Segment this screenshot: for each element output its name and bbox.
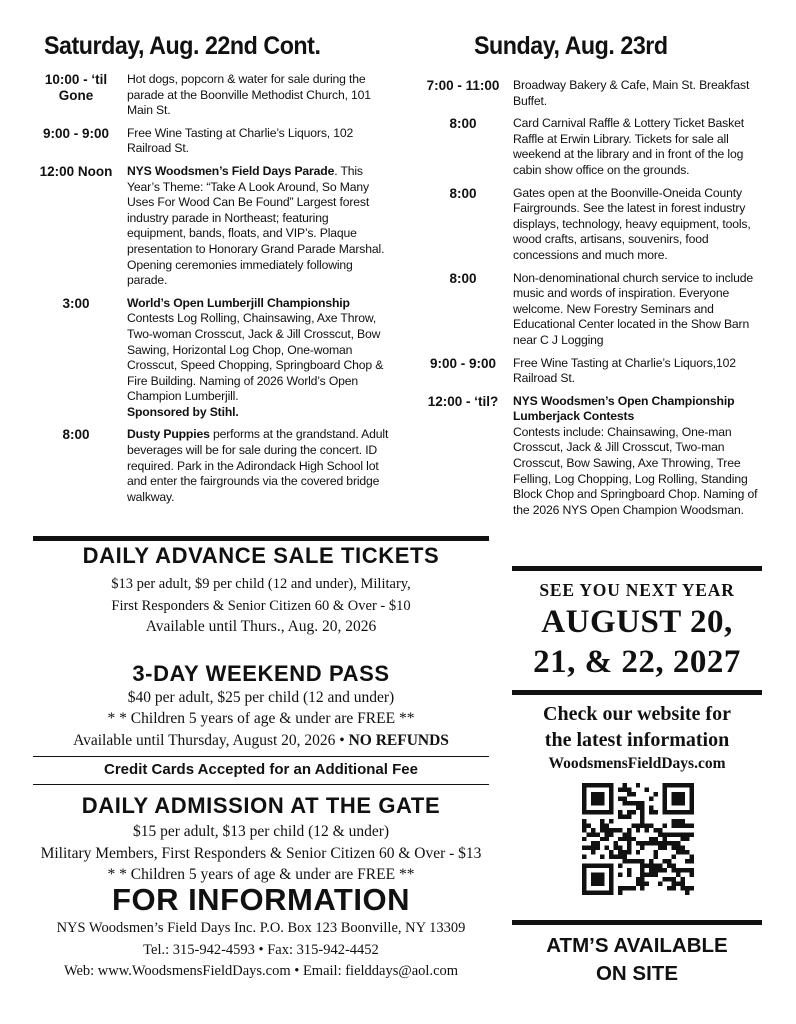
event-time: 12:00 Noon — [39, 163, 113, 179]
saturday-events — [30, 72, 390, 512]
no-refunds: NO REFUNDS — [348, 732, 449, 749]
weekend-line-3 — [33, 731, 489, 751]
weekend-line-1: $40 per adult, $25 per child (12 and under) — [127, 689, 395, 706]
event-row — [418, 116, 774, 178]
event-time: 7:00 - 11:00 — [426, 78, 500, 93]
event-text: performs at the grandstand. Adult beverages will be for sale during the concert. ID required. Park in the Adirondack High School lot and enter the fairgrounds via the covered bridge walkway. — [127, 427, 389, 504]
weekend-available: Available until Thursday, August 20, 2026 — [73, 732, 336, 749]
advance-line-1: $13 per adult, $9 per child (12 and under), Military, — [111, 576, 411, 592]
event-description — [122, 296, 390, 421]
saturday-heading: Saturday, Aug. 22nd Cont. — [44, 32, 321, 60]
info-phone-fax: Tel.: 315-942-4593 • Fax: 315-942-4452 — [143, 942, 379, 958]
event-title: World’s Open Lumberjill Championship — [127, 295, 350, 310]
event-title: Dusty Puppies — [127, 427, 210, 442]
event-text: Non-denominational church service to include music and words of inspiration. Everyone welcome. New Forestry Seminars and Educational Center located in the Show Barn near C J Logging — [513, 270, 753, 347]
advance-line-2: First Responders & Senior Citizen 60 & Over - $10 — [111, 598, 411, 614]
event-time: 8:00 — [449, 185, 477, 201]
event-description — [508, 394, 774, 519]
event-row — [418, 356, 774, 387]
website-line-2: the latest information — [544, 729, 730, 751]
gate-line-1: $15 per adult, $13 per child (12 & under) — [132, 823, 390, 840]
qr-code-icon[interactable] — [582, 783, 694, 895]
event-text: Contests include: Chainsawing, One-man Crosscut, Jack & Jill Crosscut, Two-man Crosscut, Bow Sawing, Axe Throwing, Tree Felling, Log Chopping, Log Rolling, Standing Block Chop and Springboard Chop. Naming of the 2026 NYS Open Champion Woodsman. — [513, 424, 758, 517]
atm-line-2: ON SITE — [595, 962, 678, 985]
weekend-line-2: * * Children 5 years of age & under are FREE ** — [107, 710, 415, 727]
event-description — [122, 164, 390, 289]
section-divider — [512, 920, 762, 925]
divider-line — [33, 756, 489, 757]
event-time: 3:00 — [62, 295, 90, 311]
event-text: Card Carnival Raffle & Lottery Ticket Basket Raffle at Erwin Library. Tickets for sale all weekend at the library and in front of the log cabin show office on the grounds. — [513, 116, 744, 177]
event-row — [418, 271, 774, 349]
event-time: 9:00 - 9:00 — [42, 125, 110, 141]
sunday-heading: Sunday, Aug. 23rd — [474, 32, 668, 60]
website-url: WoodsmensFieldDays.com — [548, 755, 726, 772]
event-title: NYS Woodsmen’s Open Championship Lumberjack Contests — [513, 393, 735, 424]
advance-line-3: Available until Thurs., Aug. 20, 2026 — [145, 618, 377, 635]
event-time: 8:00 — [62, 427, 90, 443]
event-time: 8:00 — [449, 270, 477, 286]
event-row — [418, 78, 774, 109]
event-row — [30, 427, 390, 505]
event-row — [30, 72, 390, 119]
weekend-pass-title: 3-DAY WEEKEND PASS — [132, 661, 390, 686]
gate-line-2: Military Members, First Responders & Senior Citizen 60 & Over - $13 — [40, 845, 482, 862]
event-text: Free Wine Tasting at Charlie’s Liquors, 102 Railroad St. — [127, 125, 354, 156]
see-you-next-year: SEE YOU NEXT YEAR — [539, 580, 735, 600]
info-address: NYS Woodsmen’s Field Days Inc. P.O. Box 123 Boonville, NY 13309 — [56, 920, 466, 936]
section-divider — [512, 566, 762, 571]
website-line-1: Check our website for — [543, 703, 731, 725]
event-row — [418, 394, 774, 519]
event-text: Gates open at the Boonville-Oneida County Fairgrounds. See the latest in forest industry displays, technology, heavy equipment, tools, wood crafts, artisans, souvenirs, food concessions and much more. — [513, 185, 751, 262]
event-text: . This Year’s Theme: “Take A Look Around, So Many Uses For Wood Can Be Found” Largest forest industry parade in Northeast; featuring equipment, bands, floats, and VIP’s. Plaque presentation to Honorary Grand Parade Marshal. Opening ceremonies immediately following parade. — [127, 163, 385, 288]
event-description — [122, 427, 390, 505]
next-year-date-line-1: AUGUST 20, — [541, 604, 733, 640]
divider-line — [33, 784, 489, 785]
gate-line-3: * * Children 5 years of age & under are FREE ** — [107, 866, 415, 883]
advance-tickets-title: DAILY ADVANCE SALE TICKETS — [82, 543, 440, 568]
event-text: Hot dogs, popcorn & water for sale during the parade at the Boonville Methodist Church, 101 Main St. — [127, 72, 371, 118]
section-divider — [33, 536, 489, 541]
bullet: • — [339, 732, 345, 749]
event-row — [418, 186, 774, 264]
info-web-email: Web: www.WoodsmensFieldDays.com • Email: fielddays@aol.com — [63, 963, 459, 979]
credit-cards-note: Credit Cards Accepted for an Additional Fee — [104, 761, 418, 778]
event-row — [30, 164, 390, 289]
next-year-date-line-2: 21, & 22, 2027 — [533, 644, 741, 680]
sunday-events — [418, 78, 774, 525]
event-title: NYS Woodsmen’s Field Days Parade — [127, 163, 335, 178]
section-divider — [512, 690, 762, 695]
event-row — [30, 126, 390, 157]
for-information-title: FOR INFORMATION — [112, 882, 410, 917]
atm-line-1: ATM’S AVAILABLE — [546, 934, 728, 957]
event-text: Contests Log Rolling, Chainsawing, Axe Throw, Two-woman Crosscut, Jack & Jill Crosscut, Bow Sawing, Horizontal Log Chop, One-woman Crosscut, Speed Chopping, Springboard Chop & Fire Building. Naming of 2026 World’s Open Champion Lumberjill. — [127, 311, 384, 404]
event-time: 8:00 — [449, 116, 477, 132]
event-time: 10:00 - ‘til Gone — [44, 72, 108, 103]
event-row — [30, 296, 390, 421]
event-time: 9:00 - 9:00 — [429, 355, 497, 371]
event-sponsor: Sponsored by Stihl. — [127, 404, 239, 419]
gate-admission-title: DAILY ADMISSION AT THE GATE — [81, 793, 441, 818]
event-text: Broadway Bakery & Cafe, Main St. Breakfast Buffet. — [513, 78, 750, 108]
event-text: Free Wine Tasting at Charlie’s Liquors,102 Railroad St. — [513, 355, 736, 386]
event-time: 12:00 - ‘til? — [427, 393, 499, 409]
